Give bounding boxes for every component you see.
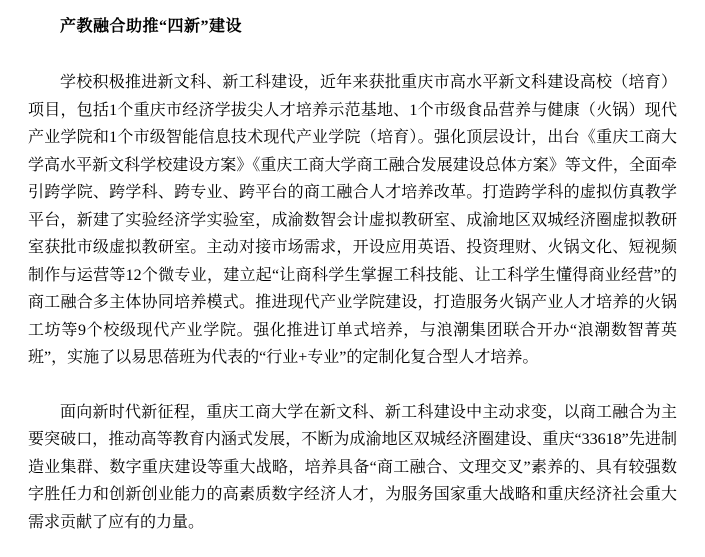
paragraph-2: 面向新时代新征程，重庆工商大学在新文科、新工科建设中主动求变，以商工融合为主要突破口，推动高等教育内涵式发展，不断为成渝地区双城经济圈建设、重庆“33618”先进制造业集群、数字重庆建设等重大战略，培养具备“商工融合、文理交叉”素养的、具有较强数字胜任力和创新创业能力的高素质数字经济人才，为服务国家重大战略和重庆经济社会重大需求贡献了应有的力量。	[28, 403, 677, 531]
document-title: 产教融合助推“四新”建设	[60, 18, 243, 35]
paragraph-1: 学校积极推进新文科、新工科建设，近年来获批重庆市高水平新文科建设高校（培育）项目，包括1个重庆市经济学拔尖人才培养示范基地、1个市级食品营养与健康（火锅）现代产业学院和1个市级智能信息技术现代产业学院（培育）。强化顶层设计，出台《重庆工商大学高水平新文科学校建设方案》《重庆工商大学商工融合发展建设总体方案》等文件，全面牵引跨学院、跨学科、跨专业、跨平台的商工融合人才培养改革。打造跨学科的虚拟仿真教学平台，新建了实验经济学实验室，成渝数智会计虚拟教研室、成渝地区双城经济圈虚拟教研室获批市级虚拟教研室。主动对接市场需求，开设应用英语、投资理财、火锅文化、短视频制作与运营等12个微专业，建立起“让商科学生掌握工科技能、让工科学生懂得商业经营”的商工融合多主体协同培养模式。推进现代产业学院建设，打造服务火锅产业人才培养的火锅工坊等9个校级现代产业学院。强化推进订单式培养，与浪潮集团联合开办“浪潮数智菁英班”，实施了以易思蓓班为代表的“行业+专业”的定制化复合型人才培养。	[28, 74, 677, 366]
